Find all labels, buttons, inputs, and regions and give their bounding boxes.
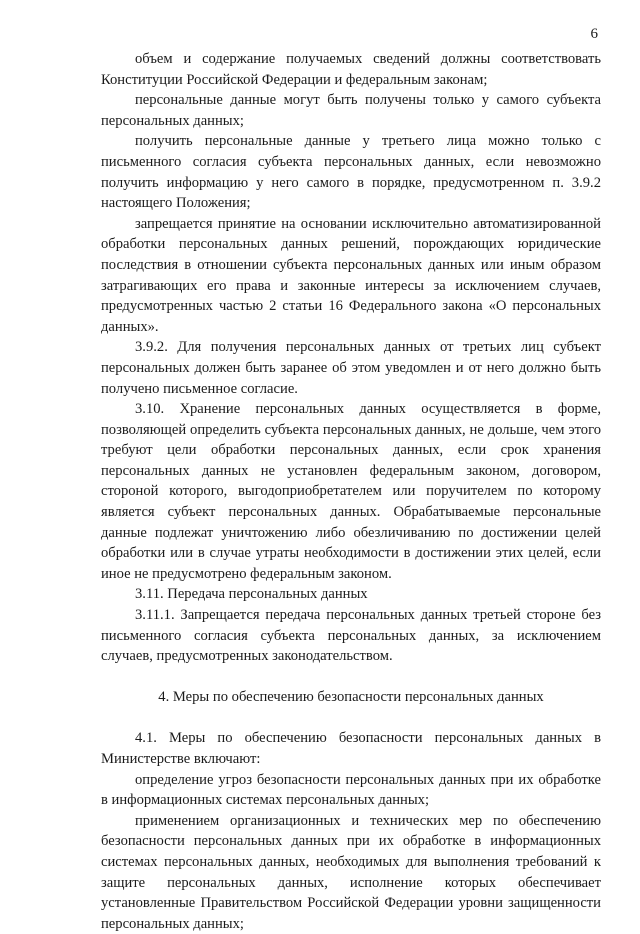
paragraph-third-party-consent: получить персональные данные у третьего лица можно только с письменного согласия субъекта персональных данных, если невозможно получить информацию у него самого в порядке, предусмотренном п. 3.9.2 настоящего Положения;	[101, 133, 601, 212]
paragraph-subject-only: персональные данные могут быть получены только у самого субъекта персональных данных;	[101, 92, 601, 129]
paragraph-3-11-heading: 3.11. Передача персональных данных	[135, 586, 368, 603]
page-number: 6	[590, 26, 598, 42]
paragraph-automated-decisions: запрещается принятие на основании исключительно автоматизированной обработки персональных данных решений, порождающих юридические последствия в отношении субъекта персональных данных или иным образом затрагивающих его права и законные интересы за исключением случаев, предусмотренных частью 2 статьи 16 Федерального закона «О персональных данных».	[101, 215, 601, 335]
paragraph-threat-identification: определение угроз безопасности персональных данных при их обработке в информационных системах персональных данных;	[101, 771, 601, 809]
paragraph-3-9-2: 3.9.2. Для получения персональных данных от третьих лиц субъект персональных должен быть заранее об этом уведомлен и от него должно быть получено письменное согласие.	[101, 339, 601, 397]
paragraph-organizational-measures: применением организационных и технических мер по обеспечению безопасности персональных данных при их обработке в информационных системах персональных данных, необходимых для выполнения требований к защите персональных данных, исполнение которых обеспечивает установленные Правительством Российской Федерации уровни защищенности персональных данных;	[101, 812, 601, 932]
paragraph-4-1: 4.1. Меры по обеспечению безопасности персональных данных в Министерстве включают:	[101, 730, 601, 767]
section-title: 4. Меры по обеспечению безопасности персональных данных	[158, 688, 544, 705]
document-body	[101, 49, 601, 934]
paragraph-3-10: 3.10. Хранение персональных данных осуществляется в форме, позволяющей определить субъекта персональных данных, не дольше, чем этого требуют цели обработки персональных данных, если срок хранения персональных данных не установлен федеральным законом, договором, стороной которого, выгодоприобретателем или поручителем по которому является субъект персональных данных. Обрабатываемые персональные данные подлежат уничтожению либо обезличиванию по достижении целей обработки или в случае утраты необходимости в достижении этих целей, если иное не предусмотрено федеральным законом.	[101, 401, 601, 582]
paragraph-consistency-requirement: объем и содержание получаемых сведений должны соответствовать Конституции Российской Федерации и федеральным законам;	[101, 51, 601, 88]
paragraph-3-11-1: 3.11.1. Запрещается передача персональных данных третьей стороне без письменного согласия субъекта персональных данных, за исключением случаев, предусмотренных законодательством.	[101, 607, 601, 665]
